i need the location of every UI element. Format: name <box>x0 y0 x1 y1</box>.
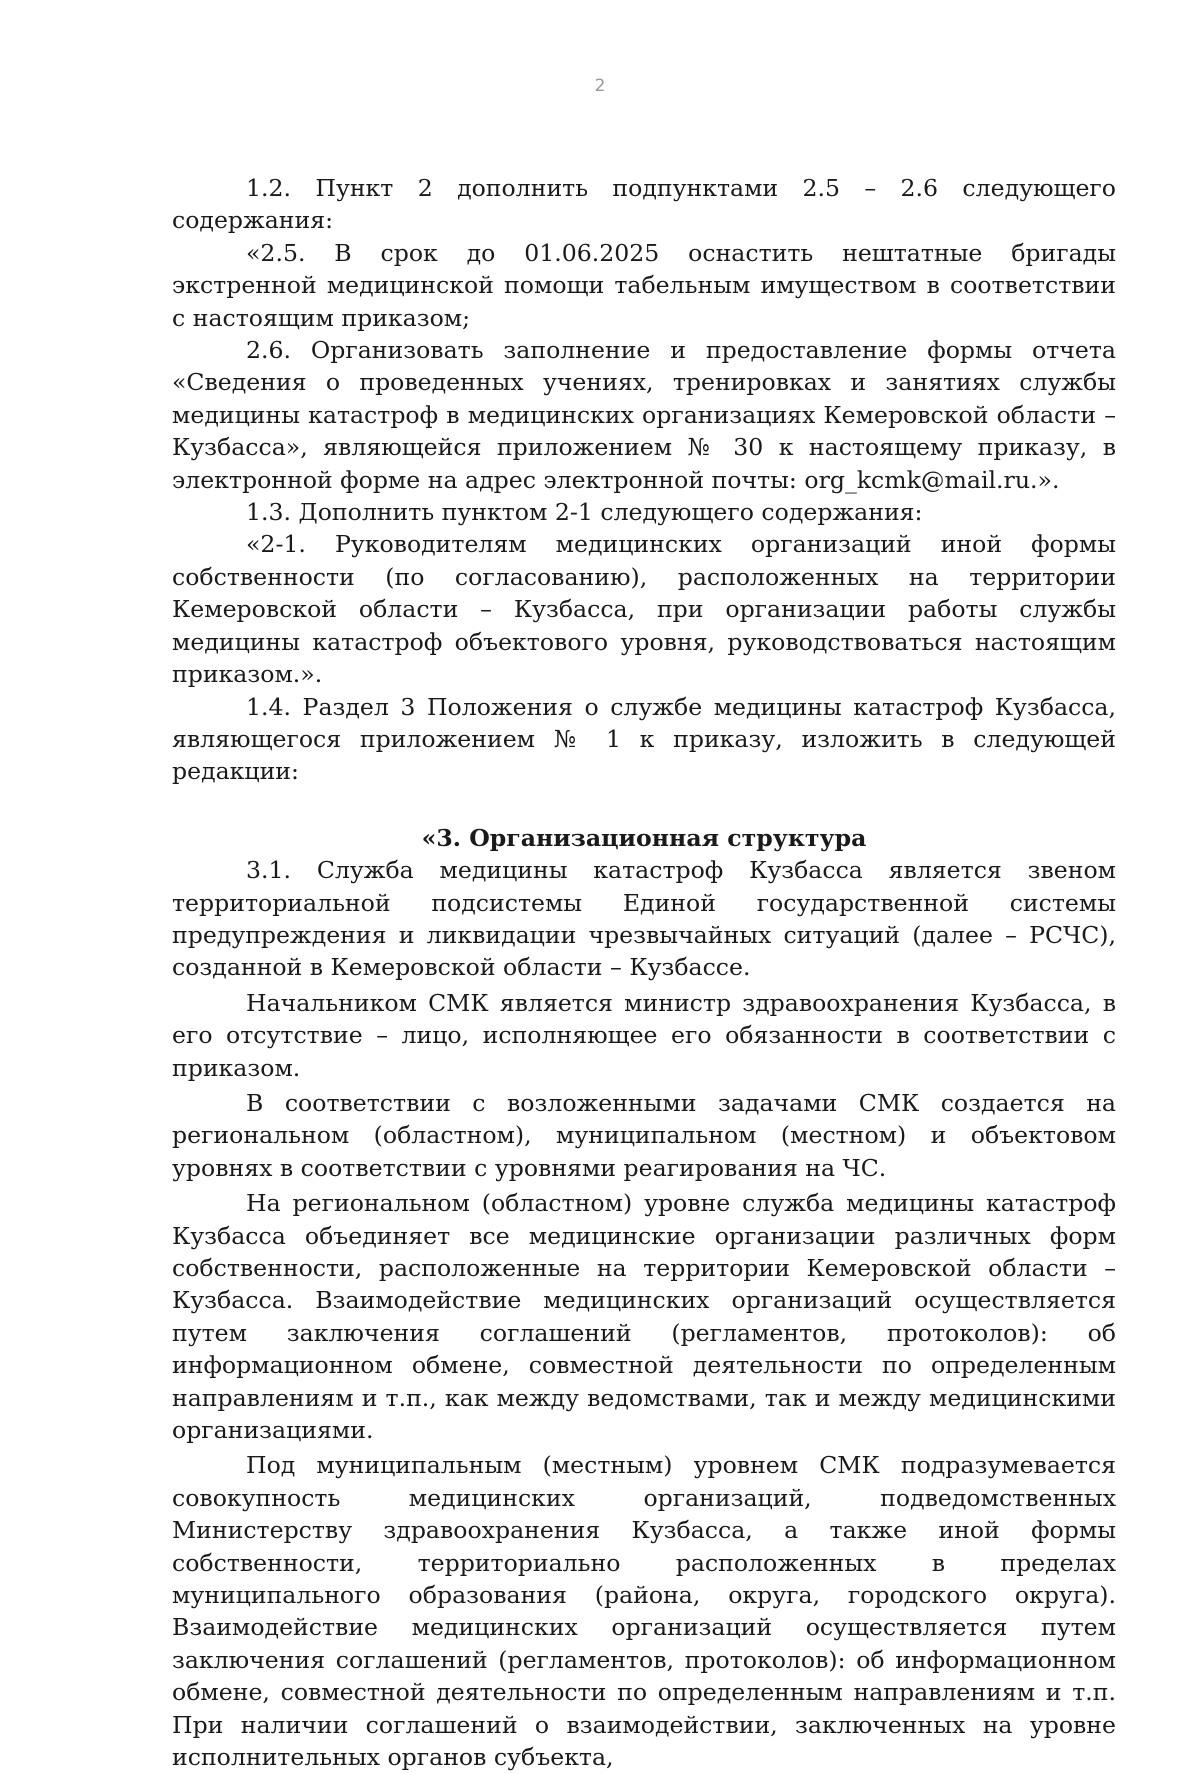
paragraph-municipal-level: Под муниципальным (местным) уровнем СМК подразумевается совокупность медицинских организаций, подведомственных Министерству здравоохранения Кузбасса, а также иной формы собственности, территориально расположенных в пределах муниципального образования (района, округа, городского округа). Взаимодействие медицинских организаций осуществляется путем заключения соглашений (регламентов, протоколов): об информационном обмене, совместной деятельности по определенным направлениям и т.п. При наличии соглашений о взаимодействии, заключенных на уровне исполнительных органов субъекта, <box>172 1451 1116 1772</box>
paragraph-2-1: «2-1. Руководителям медицинских организаций иной формы собственности (по согласованию), расположенных на территории Кемеровской области – Кузбасса, при организации работы службы медицины катастроф объектового уровня, руководствоваться настоящим приказом.». <box>172 530 1116 689</box>
paragraph-head-of-smk: Начальником СМК является министр здравоохранения Кузбасса, в его отсутствие – лицо, исполняющее его обязанности в соответствии с приказом. <box>172 988 1116 1082</box>
paragraph-2-5: «2.5. В срок до 01.06.2025 оснастить нештатные бригады экстренной медицинской помощи табельным имуществом в соответствии с настоящим приказом; <box>172 238 1116 332</box>
paragraph-1-4: 1.4. Раздел 3 Положения о службе медицины катастроф Кузбасса, являющегося приложением № 1 к приказу, изложить в следующей редакции: <box>172 692 1116 786</box>
paragraph-1-2: 1.2. Пункт 2 дополнить подпунктами 2.5 – 2.6 следующего содержания: <box>172 174 1116 235</box>
paragraph-3-1: 3.1. Служба медицины катастроф Кузбасса является звеном территориальной подсистемы Единой государственной системы предупреждения и ликвидации чрезвычайных ситуаций (далее – РСЧС), созданной в Кемеровской области – Кузбассе. <box>172 856 1116 982</box>
paragraph-2-6: 2.6. Организовать заполнение и предоставление формы отчета «Сведения о проведенных учениях, тренировках и занятиях службы медицины катастроф в медицинских организациях Кемеровской области – Кузбасса», являющейся приложением № 30 к настоящему приказу, в электронной форме на адрес электронной почты: org_kcmk@mail.ru.». <box>172 336 1116 494</box>
document-body <box>172 172 1116 1774</box>
paragraph-levels: В соответствии с возложенными задачами СМК создается на региональном (областном), муниципальном (местном) и объектовом уровнях в соответствии с уровнями реагирования на ЧС. <box>172 1088 1116 1182</box>
paragraph-regional-level: На региональном (областном) уровне служба медицины катастроф Кузбасса объединяет все медицинские организации различных форм собственности, расположенные на территории Кемеровской области – Кузбасса. Взаимодействие медицинских организаций осуществляется путем заключения соглашений (регламентов, протоколов): об информационном обмене, совместной деятельности по определенным направлениям и т.п., как между ведомствами, так и между медицинскими организациями. <box>172 1189 1116 1445</box>
paragraph-1-3: 1.3. Дополнить пунктом 2-1 следующего содержания: <box>246 498 923 527</box>
page-number: 2 <box>594 76 606 96</box>
section-heading: «3. Организационная структура <box>421 823 867 852</box>
